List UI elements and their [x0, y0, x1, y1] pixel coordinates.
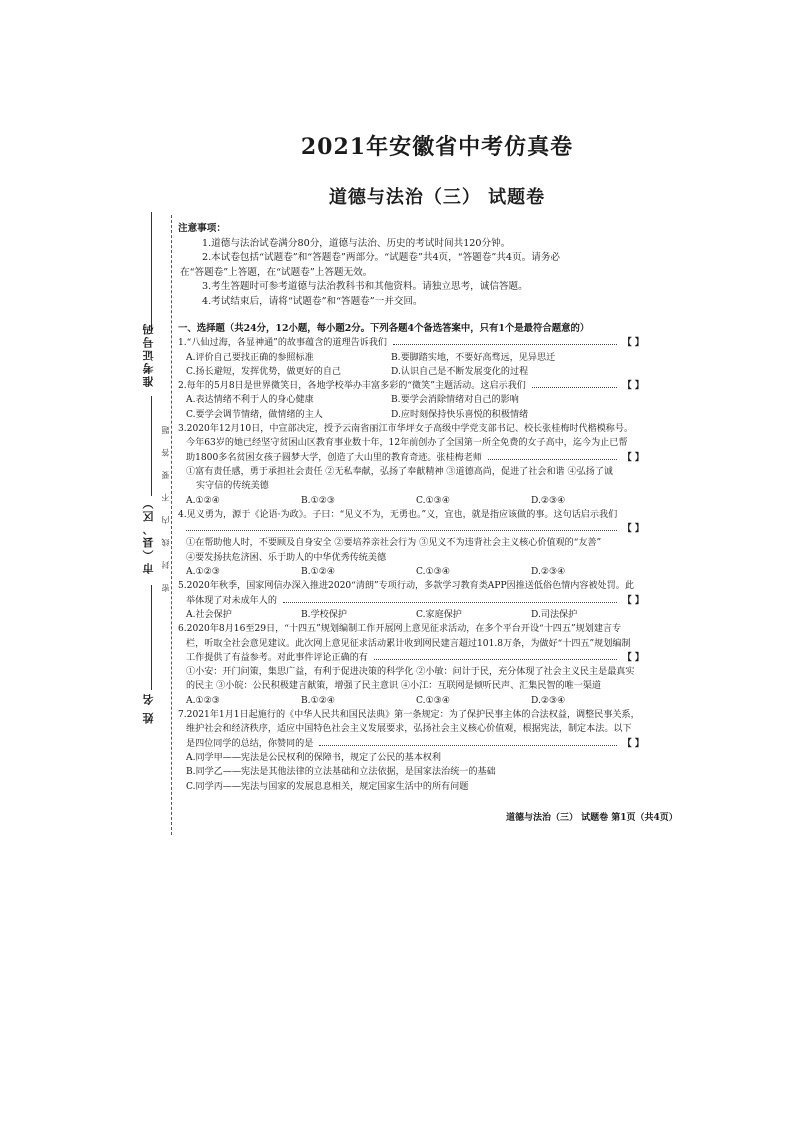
- option-d: D.应时刻保持快乐喜悦的积极情绪: [391, 409, 529, 420]
- question-text: 举体现了对未成年人的: [186, 595, 277, 606]
- leader-dots: [283, 602, 617, 603]
- question-1-options: [178, 351, 644, 380]
- question-3-statements-cont: 实守信的传统美德: [196, 481, 269, 492]
- question-text: 工作提供了有益参考。对此事件评论正确的有: [186, 652, 368, 663]
- question-text: 1.“八仙过海，各显神通”的故事蕴含的道理告诉我们: [178, 338, 387, 349]
- leader-dots: [488, 459, 617, 460]
- option-a: A.表达情绪不利于人的身心健康: [186, 395, 314, 406]
- answer-bracket: 【 】: [622, 380, 644, 392]
- leader-dots: [393, 344, 617, 345]
- answer-bracket: 【 】: [622, 337, 644, 349]
- question-6-options: [178, 694, 644, 708]
- option-b: B.①②④: [301, 567, 336, 578]
- option-c: C.要学会调节情绪，做情绪的主人: [186, 409, 323, 420]
- option-b: B.①②④: [301, 695, 336, 706]
- page-footer: 道德与法治（三） 试题卷 第1页（共4页）: [506, 813, 678, 823]
- question-4-statements: ④要发扬扶危济困、乐于助人的中华优秀传统美德: [186, 552, 387, 563]
- name-line: [151, 585, 152, 690]
- question-3-options: [178, 494, 644, 508]
- option-c: C.家庭保护: [416, 609, 462, 620]
- option-b: B.要学会消除情绪对自己的影响: [391, 395, 519, 406]
- question-5-text: 5.2020年秋季，国家网信办深入推进2020“清朗”专项行动，多款学习教育类APP因推送低俗色情内容被处罚。此: [178, 581, 634, 592]
- option-b: B.①②③: [301, 495, 336, 506]
- ticket-number-line: [151, 212, 152, 332]
- question-6-statements: 的民主 ③小皖：公民积极建言献策，增强了民主意识 ④小江：互联网是倾听民声、汇集民智的唯一渠道: [186, 681, 602, 692]
- name-label: 姓 名: [142, 692, 155, 724]
- question-4-statements: ①在帮助他人时，不要顾及自身安全 ②要培养亲社会行为 ③见义不为违背社会主义核心价值观的“友善”: [186, 538, 602, 549]
- answer-bracket: 【 】: [622, 594, 644, 606]
- answer-bracket: 【 】: [622, 737, 644, 749]
- question-2-options: [178, 393, 644, 422]
- seal-line: [171, 215, 172, 835]
- question-3-statements: ①富有责任感，勇于承担社会责任 ②无私奉献，弘扬了奉献精神 ③道德高尚，促进了社会和谐 ④弘扬了诚: [186, 466, 613, 477]
- leader-dots: [532, 387, 617, 388]
- option-d: D.认识自己是不断发展变化的过程: [391, 366, 529, 377]
- question-7-text: 7.2021年1月1日起施行的《中华人民共和国民法典》第一条规定：为了保护民事主体的合法权益，调整民事关系，: [178, 710, 640, 721]
- seal-notice: 密 封 线 内 不 要 答 题: [161, 420, 170, 592]
- option-a: A.社会保护: [186, 609, 232, 620]
- question-text: 2.每年的5月8日是世界微笑日，各地学校举办丰富多彩的“微笑”主题活动。这启示我们: [178, 381, 526, 392]
- notice-block: [178, 222, 648, 309]
- question-text: 是四位同学的总结，你赞同的是: [186, 738, 314, 749]
- option-b: B.学校保护: [301, 609, 347, 620]
- question-4-options: [178, 565, 644, 579]
- option-d: D.②③④: [531, 567, 566, 578]
- option-c: C.①③④: [416, 567, 450, 578]
- notice-item: 4.考试结束后，请将“试题卷”和“答题卷”一并交回。: [202, 295, 423, 307]
- option-a: A.①②③: [186, 695, 220, 706]
- option-c: C.①③④: [416, 695, 450, 706]
- question-list: [178, 322, 644, 794]
- answer-bracket: 【 】: [622, 651, 644, 663]
- option-d: D.②③④: [531, 695, 566, 706]
- option-c: C.同学丙——宪法与国家的发展息息相关，规定国家生活中的所有问题: [186, 781, 469, 792]
- notice-item: 2.本试卷包括“试题卷”和“答题卷”两部分。“试题卷”共4页，“答题卷”共4页。请务必: [202, 252, 561, 263]
- exam-subtitle: 道德与法治（三） 试题卷: [328, 187, 546, 208]
- exam-title: 2021年安徽省中考仿真卷: [300, 134, 574, 160]
- question-7-text: 维护社会和经济秩序，适应中国特色社会主义发展要求，弘扬社会主义核心价值观，根据宪法，制定本法。以下: [186, 724, 632, 735]
- ticket-number-label: 准考证号码: [142, 322, 155, 387]
- question-3-stem: [178, 451, 644, 465]
- question-6-statements: ①小安：开门问策，集思广益，有利于促进决策的科学化 ②小敏：问计于民，充分体现了社会主义民主是最真实: [186, 667, 635, 678]
- option-a: A.评价自己要找正确的参照标准: [186, 352, 314, 363]
- question-6-text: 栏，听取全社会意见建议。此次网上意见征求活动累计收到网民建言超过101.8万条，为做好“十四五”规划编制: [186, 638, 631, 649]
- question-text: 助1800多名贫困女孩子圆梦大学，创造了大山里的教育奇迹。张桂梅老师: [186, 452, 482, 463]
- option-a: A.同学甲——宪法是公民权利的保障书，规定了公民的基本权利: [186, 752, 441, 763]
- option-c: C.扬长避短，发挥优势，做更好的自己: [186, 366, 342, 377]
- county-line: [151, 396, 152, 496]
- question-1-stem: [178, 336, 644, 350]
- notice-item-continued: 在“答题卷”上答题，在“试题卷”上答题无效。: [180, 266, 373, 278]
- leader-dots: [319, 745, 616, 746]
- question-3-text: 3.2020年12月10日，中宣部决定，授予云南省丽江市华坪女子高级中学党支部书记、校长张桂梅时代楷模称号。: [178, 424, 634, 435]
- question-7-stem: [178, 737, 644, 751]
- notice-item: 1.道德与法治试卷满分80分，道德与法治、历史的考试时间共120分钟。: [202, 237, 511, 249]
- option-b: B.要脚踏实地，不要好高骛远，见异思迁: [391, 352, 556, 363]
- question-3-text: 今年63岁的她已经坚守贫困山区教育事业数十年，12年前创办了全国第一所全免费的女子高中，迄今为止已帮: [186, 438, 628, 449]
- option-a: A.①②③: [186, 567, 220, 578]
- option-a: A.①②④: [186, 495, 220, 506]
- question-5-options: [178, 608, 644, 622]
- notice-item: 3.考生答题时可参考道德与法治教科书和其他资料。请独立思考，诚信答题。: [202, 281, 528, 292]
- question-4-stem: [178, 522, 644, 536]
- option-d: D.司法保护: [531, 609, 578, 620]
- option-b: B.同学乙——宪法是其他法律的立法基础和立法依据，是国家法治统一的基础: [186, 767, 496, 778]
- leader-dots: [186, 530, 617, 531]
- answer-bracket: 【 】: [622, 451, 644, 463]
- notice-heading: 注意事项：: [178, 223, 226, 234]
- leader-dots: [374, 659, 617, 660]
- question-5-stem: [178, 594, 644, 608]
- answer-bracket: 【 】: [622, 523, 644, 535]
- question-6-stem: [178, 651, 644, 665]
- question-4-text: 4.见义勇为，源于《论语·为政》。子曰：“见义不为，无勇也。”义，宜也，就是指应该做的事。这句话启示我们: [178, 509, 618, 520]
- question-2-stem: [178, 379, 644, 393]
- section-heading: 一、选择题（共24分，12小题，每小题2分。下列各题4个备选答案中，只有1个是最符合题意的）: [178, 323, 590, 334]
- county-label: 市（县、区）: [142, 496, 155, 574]
- option-c: C.①③④: [416, 495, 450, 506]
- option-d: D.②③④: [531, 495, 566, 506]
- question-6-text: 6.2020年8月16至29日，“十四五”规划编制工作开展网上意见征求活动，在多个平台开设“十四五”规划建言专: [178, 624, 622, 635]
